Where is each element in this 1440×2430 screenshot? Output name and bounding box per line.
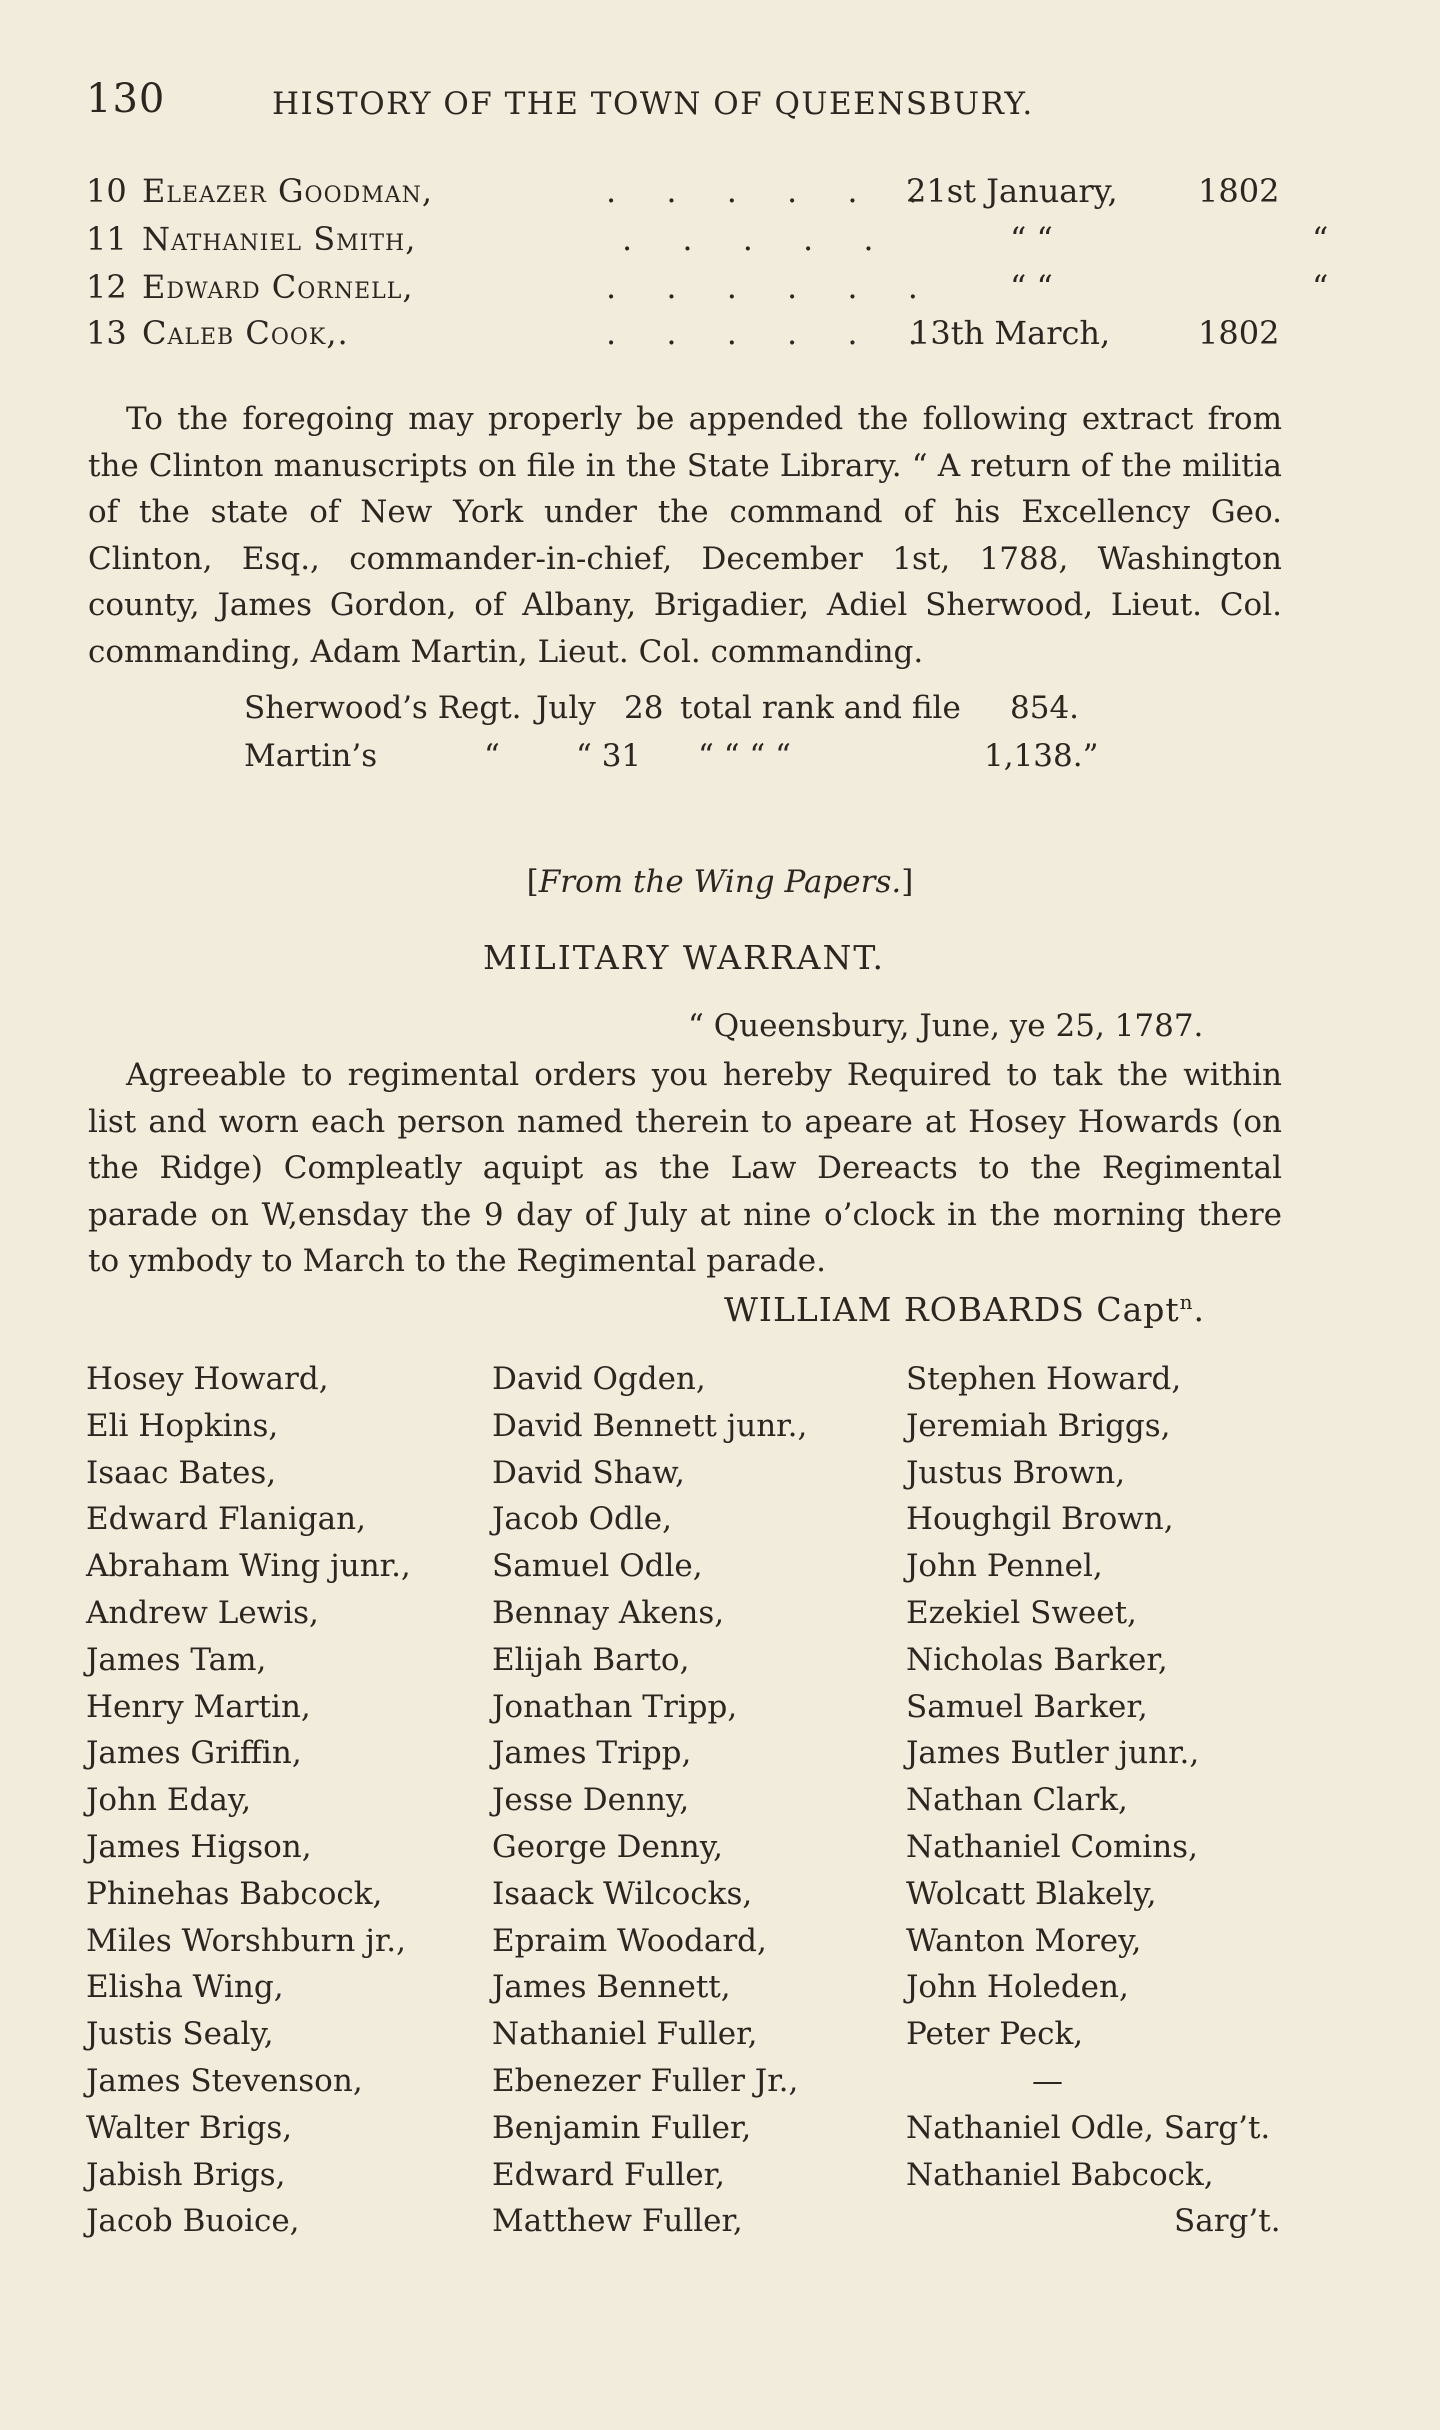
roster-name: Stephen Howard, bbox=[906, 1361, 1182, 1397]
roster-sergeant-title: Sarg’t. bbox=[1174, 2203, 1281, 2240]
roster-name: Jonathan Tripp, bbox=[492, 1688, 738, 1725]
roster-name: Justis Sealy, bbox=[86, 2016, 274, 2053]
entry-date: “ “ bbox=[1010, 268, 1053, 306]
roster-name: James Griffin, bbox=[86, 1735, 302, 1772]
roster-name: Jesse Denny, bbox=[492, 1782, 690, 1819]
roster-name: Epraim Woodard, bbox=[492, 1922, 767, 1959]
roster-name: Isaack Wilcocks, bbox=[492, 1875, 753, 1912]
warrant-heading: MILITARY WARRANT. bbox=[482, 938, 886, 977]
roster-name: Houghgil Brown, bbox=[906, 1501, 1174, 1538]
roster-name: Andrew Lewis, bbox=[86, 1594, 319, 1631]
source-note-title: From the Wing Papers. bbox=[538, 864, 902, 900]
roster-name: Bennay Akens, bbox=[492, 1594, 725, 1631]
roster-name: Nathan Clark, bbox=[906, 1782, 1128, 1819]
roster-separator: — bbox=[1032, 2062, 1063, 2099]
entry-year: 1802 bbox=[1198, 314, 1280, 352]
entry-dots: . . . . . . bbox=[606, 172, 938, 210]
roster-column-3 bbox=[906, 1356, 1281, 2245]
entry-number: 12 bbox=[86, 268, 127, 306]
entry-number: 13 bbox=[86, 314, 127, 352]
roster-name: David Ogden, bbox=[492, 1361, 706, 1397]
warrant-signature: WILLIAM ROBARDS Capt$^n$. bbox=[724, 1290, 1206, 1329]
entry-row bbox=[86, 268, 1329, 314]
roster-name: David Bennett junr., bbox=[492, 1407, 808, 1444]
roster-name: Matthew Fuller, bbox=[492, 2203, 743, 2240]
roster-name: Wanton Morey, bbox=[906, 1922, 1142, 1959]
roster-name: James Butler junr., bbox=[906, 1735, 1200, 1772]
entry-year: 1802 bbox=[1198, 172, 1280, 210]
running-head: HISTORY OF THE TOWN OF QUEENSBURY. bbox=[272, 86, 1034, 122]
roster-name: Phinehas Babcock, bbox=[86, 1875, 383, 1912]
entry-row bbox=[86, 314, 1286, 360]
entry-row bbox=[86, 220, 1329, 266]
roster-name: Justus Brown, bbox=[906, 1454, 1126, 1491]
entry-date: 13th March, bbox=[910, 314, 1111, 352]
return-day: 28 bbox=[624, 690, 664, 726]
roster-name: James Bennett, bbox=[492, 1969, 731, 2006]
roster-sergeant: Nathaniel Odle, Sarg’t. bbox=[906, 2109, 1271, 2146]
roster-name: James Tripp, bbox=[492, 1735, 692, 1772]
roster-name: John Eday, bbox=[86, 1782, 252, 1819]
entry-date: “ “ bbox=[1010, 220, 1053, 258]
roster-name: Nathaniel Comins, bbox=[906, 1828, 1198, 1865]
return-regiment: Martin’s bbox=[244, 738, 378, 774]
entry-date: 21st January, bbox=[906, 172, 1118, 210]
roster-name: Elisha Wing, bbox=[86, 1969, 284, 2006]
roster-name: Ezekiel Sweet, bbox=[906, 1594, 1137, 1631]
warrant-body: Agreeable to regimental orders you hereby Required to tak the within list and worn each person named therein to apeare at Hosey Howards (on the Ridge) Compleatly aquipt as the Law Dereacts to the Regimental parade on W,ensday the 9 day of July at nine o’clock in the morning there to ymbody to March to the Regimental parade. bbox=[88, 1057, 1282, 1279]
roster-name: Peter Peck, bbox=[906, 2016, 1084, 2053]
roster-sergeant: Nathaniel Babcock, bbox=[906, 2156, 1214, 2193]
roster-name: James Tam, bbox=[86, 1641, 267, 1678]
entry-number: 11 bbox=[86, 220, 127, 258]
entry-name: Caleb Cook,. bbox=[142, 314, 349, 352]
roster-name: John Holeden, bbox=[906, 1969, 1129, 2006]
extract-paragraph: To the foregoing may properly be appended the following extract from the Clinton manuscripts on file in the State Library. “ A return of the militia of the state of New York under the command of his Excellency Geo. Clinton, Esq., commander-in-chief, December 1st, 1788, Washington county, James Gordon, of Albany, Brigadier, Adiel Sherwood, Lieut. Col. commanding, Adam Martin, Lieut. Col. commanding. bbox=[88, 401, 1282, 670]
return-month: “ bbox=[484, 738, 500, 774]
roster-name: Miles Worshburn jr., bbox=[86, 1922, 406, 1959]
roster-name: John Pennel, bbox=[906, 1548, 1103, 1585]
roster-name: Samuel Barker, bbox=[906, 1688, 1148, 1725]
roster-name: Jabish Brigs, bbox=[86, 2156, 286, 2193]
warrant-dateline: “ Queensbury, June, ye 25, 1787. bbox=[688, 1008, 1204, 1044]
roster-name: James Higson, bbox=[86, 1828, 312, 1865]
entry-dots: . . . . . bbox=[622, 220, 894, 258]
return-total: 1,138.” bbox=[984, 738, 1099, 774]
roster-name: George Denny, bbox=[492, 1828, 724, 1865]
roster-name: Benjamin Fuller, bbox=[492, 2109, 752, 2146]
roster-name: Jacob Buoice, bbox=[86, 2203, 300, 2240]
return-day: “ 31 bbox=[576, 738, 642, 774]
roster-column-2 bbox=[492, 1356, 807, 2245]
return-label: “ “ “ “ bbox=[698, 738, 791, 774]
roster-name: Abraham Wing junr., bbox=[86, 1548, 411, 1585]
roster-name: Elijah Barto, bbox=[492, 1641, 690, 1678]
return-total: 854. bbox=[1010, 690, 1080, 726]
roster-name: Hosey Howard, bbox=[86, 1361, 329, 1397]
roster-name: Nathaniel Fuller, bbox=[492, 2016, 758, 2053]
return-month: July bbox=[536, 690, 596, 726]
return-label: total rank and file bbox=[680, 690, 961, 726]
roster-name: Eli Hopkins, bbox=[86, 1407, 279, 1444]
entry-row bbox=[86, 172, 1286, 218]
source-note: [From the Wing Papers.] bbox=[526, 864, 914, 900]
entry-number: 10 bbox=[86, 172, 127, 210]
roster-name: Edward Flanigan, bbox=[86, 1501, 366, 1538]
roster-name: Nicholas Barker, bbox=[906, 1641, 1168, 1678]
roster-name: Edward Fuller, bbox=[492, 2156, 725, 2193]
roster-name: Isaac Bates, bbox=[86, 1454, 277, 1491]
roster-name: Jeremiah Briggs, bbox=[906, 1407, 1171, 1444]
entry-dots: . . . . . . bbox=[606, 314, 938, 352]
roster-column-1 bbox=[86, 1356, 411, 2245]
entry-dots: . . . . . . bbox=[606, 268, 938, 306]
roster-name: Henry Martin, bbox=[86, 1688, 311, 1725]
roster-name: Samuel Odle, bbox=[492, 1548, 703, 1585]
return-regiment: Sherwood’s Regt. bbox=[244, 690, 522, 726]
roster-name: Ebenezer Fuller Jr., bbox=[492, 2062, 799, 2099]
page-number: 130 bbox=[86, 76, 166, 122]
entry-name: Eleazer Goodman, bbox=[142, 172, 434, 210]
entry-year: “ bbox=[1312, 268, 1329, 306]
roster-name: David Shaw, bbox=[492, 1454, 685, 1491]
entry-year: “ bbox=[1312, 220, 1329, 258]
roster-name: James Stevenson, bbox=[86, 2062, 363, 2099]
entry-name: Nathaniel Smith, bbox=[142, 220, 417, 258]
roster-name: Wolcatt Blakely, bbox=[906, 1875, 1157, 1912]
roster-name: Jacob Odle, bbox=[492, 1501, 673, 1538]
entry-name: Edward Cornell, bbox=[142, 268, 414, 306]
roster-name: Walter Brigs, bbox=[86, 2109, 293, 2146]
